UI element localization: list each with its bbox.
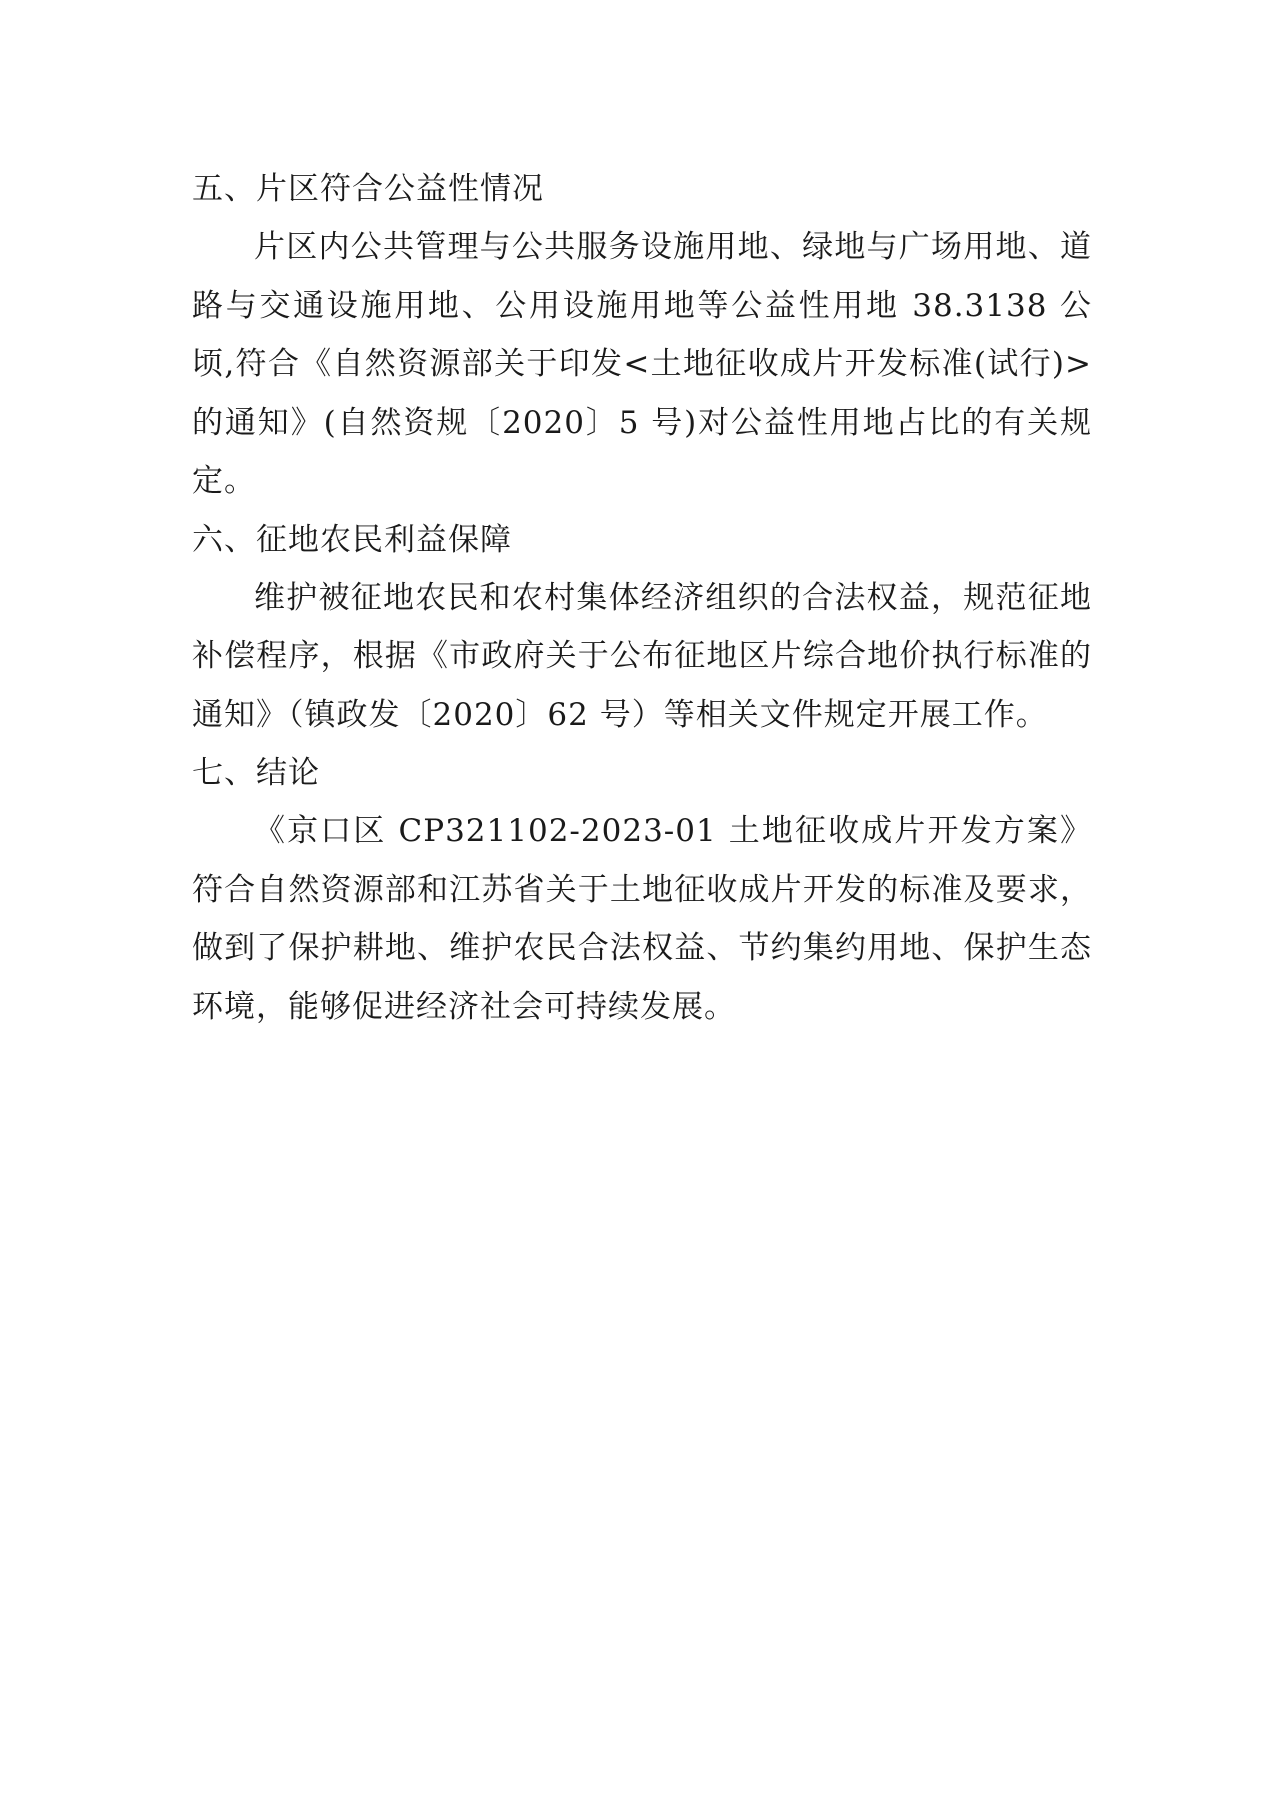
section-paragraph-conclusion: 《京口区 CP321102-2023-01 土地征收成片开发方案》符合自然资源部和江苏省关于土地征收成片开发的标准及要求，做到了保护耕地、维护农民合法权益、节约集约用地、保护生态环境，能够促进经济社会可持续发展。 [192, 813, 1092, 1025]
section-heading-public-welfare: 五、片区符合公益性情况 [192, 171, 544, 207]
section-heading-conclusion: 七、结论 [192, 755, 320, 791]
section-heading-farmer-interests: 六、征地农民利益保障 [192, 521, 512, 558]
section-paragraph-farmer-interests: 维护被征地农民和农村集体经济组织的合法权益，规范征地补偿程序，根据《市政府关于公布征地区片综合地价执行标准的通知》（镇政发〔2020〕62 号）等相关文件规定开展工作。 [192, 579, 1092, 733]
section-paragraph-public-welfare: 片区内公共管理与公共服务设施用地、绿地与广场用地、道路与交通设施用地、公用设施用地等公益性用地 38.3138 公顷,符合《自然资源部关于印发<土地征收成片开发标准(试行)>的通知》(自然资规〔2020〕5 号)对公益性用地占比的有关规定。 [192, 229, 1092, 499]
document-body [192, 160, 1092, 1036]
